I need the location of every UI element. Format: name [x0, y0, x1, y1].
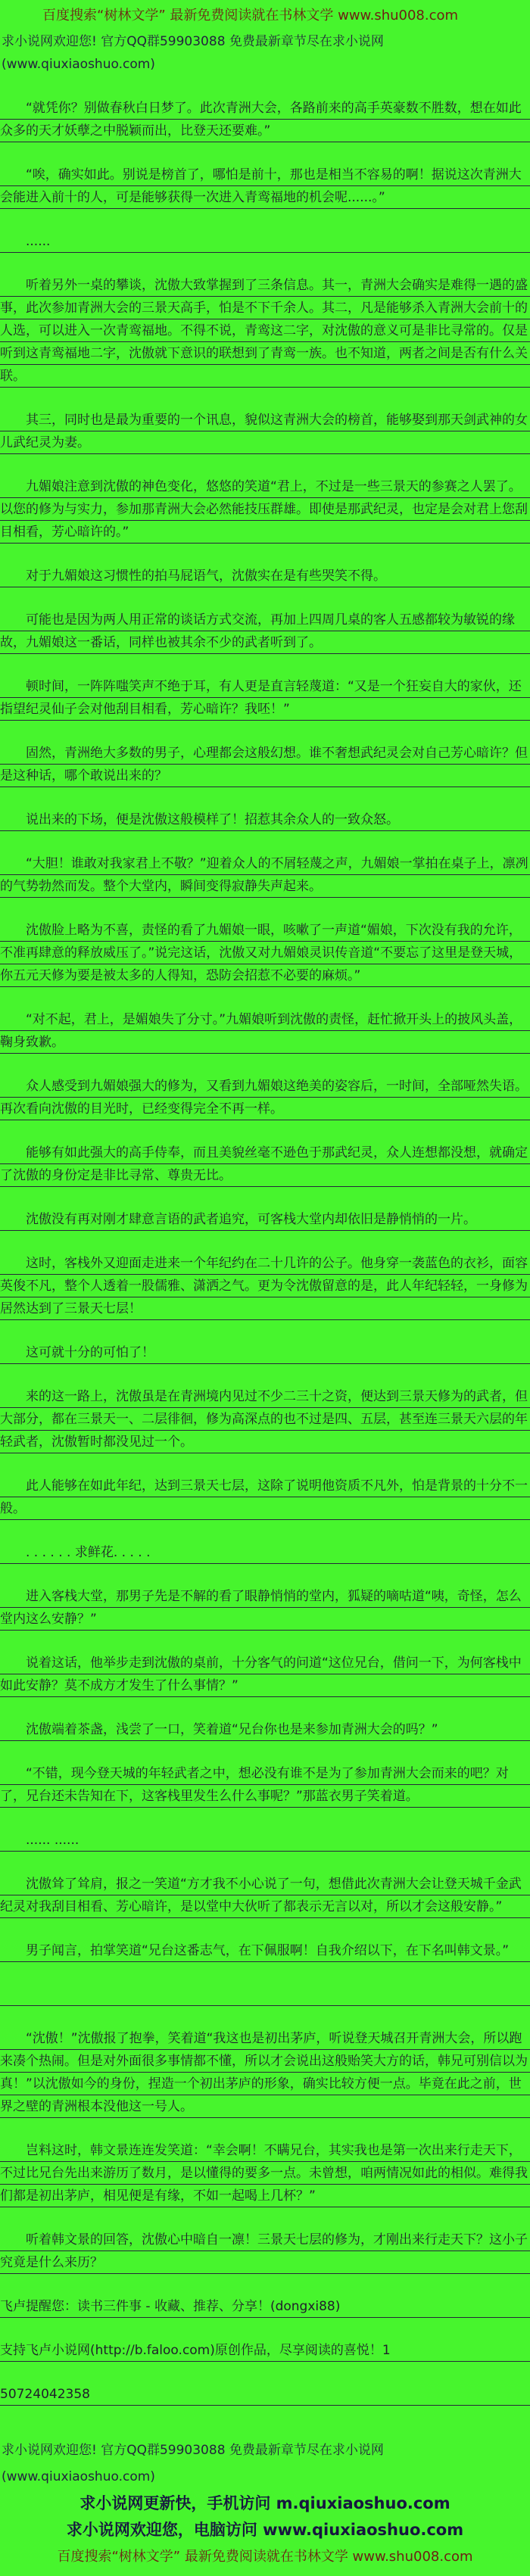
novel-paragraph: 沈傲脸上略为不喜，责怪的看了九媚娘一眼，咳嗽了一声道“媚娘，下次没有我的允许，不准再肆意的释放威压了。”说完这话，沈傲又对九媚娘灵识传音道“不要忘了这里是登天城，你五元天修为要是被太多的人得知，恐防会招惹不必要的麻烦。” — [0, 919, 530, 987]
novel-paragraph: 可能也是因为两人用正常的谈话方式交流，再加上四周几桌的客人五感都较为敏锐的缘故，九媚娘这一番话，同样也被其余不少的武者听到了。 — [0, 609, 530, 654]
novel-paragraph: 这可就十分的可怕了！ — [0, 1341, 530, 1364]
empty-ruled-line — [0, 1983, 530, 2006]
novel-paragraph: 岂料这时，韩文景连连发笑道：“幸会啊！不瞒兄台，其实我也是第一次出来行走天下，不过比兄台先出来游历了数月，是以懂得的要多一点。未曾想，咱两情况如此的相似。难得我们都是初出茅庐，相见便是有缘，不如一起喝上几杯？” — [0, 2139, 530, 2207]
faloo-reminder-line: 飞卢提醒您：读书三件事 - 收藏、推荐、分享！(dongxi88) — [0, 2295, 530, 2318]
novel-paragraph: 其三，同时也是最为重要的一个讯息，貌似这青洲大会的榜首，能够娶到那天剑武神的女儿武纪灵为妻。 — [0, 409, 530, 454]
novel-paragraph: “大胆！谁敢对我家君上不敬？”迎着众人的不屑轻蔑之声，九媚娘一掌拍在桌子上，凛冽的气势勃然而发。整个大堂内，瞬间变得寂静失声起来。 — [0, 852, 530, 898]
faloo-support-line: 支持飞卢小说网(http://b.faloo.com)原创作品，尽享阅读的喜悦！1 — [0, 2339, 530, 2362]
novel-paragraph: 能够有如此强大的高手侍奉，而且美貌丝毫不逊色于那武纪灵，众人连想都没想，就确定了沈傲的身份定是非比寻常、尊贵无比。 — [0, 1142, 530, 1187]
footer-shu008-line: 百度搜索“树林文学” 最新免费阅读就在书林文学 www.shu008.com — [57, 2549, 473, 2565]
novel-paragraph: 听着韩文景的回答，沈傲心中暗自一凛！三景天七层的修为，才刚出来行走天下？这小子究竟是什么来历？ — [0, 2229, 530, 2274]
faloo-id-line: 50724042358 — [0, 2383, 530, 2406]
novel-paragraph: “就凭你？别做春秋白日梦了。此次青洲大会，各路前来的高手英豪数不胜数，想在如此众多的天才妖孽之中脱颖而出，比登天还要难。” — [0, 97, 530, 142]
novel-paragraph: ...... — [0, 230, 530, 253]
novel-paragraph: “不错，现今登天城的年轻武者之中，想必没有谁不是为了参加青洲大会而来的吧？对了，兄台还未告知在下，这客栈里发生么什么事呢？”那蓝衣男子笑着道。 — [0, 1762, 530, 1808]
novel-paragraph: 说着这话，他举步走到沈傲的桌前，十分客气的问道“这位兄台，借问一下，为何客栈中如此安静？莫不成方才发生了什么事情？” — [0, 1652, 530, 1697]
novel-paragraph: 顿时间，一阵阵嗤笑声不绝于耳，有人更是直言轻蔑道：“又是一个狂妄自大的家伙，还指望纪灵仙子会对他刮目相看，芳心暗许？我呸！” — [0, 675, 530, 721]
novel-paragraph: 众人感受到九媚娘强大的修为，又看到九媚娘这绝美的姿容后，一时间，全部哑然失语。再次看向沈傲的目光时，已经变得完全不再一样。 — [0, 1075, 530, 1120]
header-promo-qiuxiaoshuo: 求小说网欢迎您! 官方QQ群59903088 免费最新章节尽在求小说网(www.qiuxiaoshuo.com) — [2, 34, 384, 72]
novel-paragraph: 此人能够在如此年纪，达到三景天七层，这除了说明他资质不凡外，怕是背景的十分不一般。 — [0, 1475, 530, 1520]
novel-paragraph: 九媚娘注意到沈傲的神色变化，悠悠的笑道“君上，不过是一些三景天的参赛之人罢了。以您的修为与实力，参加那青洲大会必然能技压群雄。即使是那武纪灵，也定是会对君上您刮目相看，芳心暗许的。” — [0, 475, 530, 544]
novel-paragraph: “沈傲！”沈傲报了抱拳，笑着道“我这也是初出茅庐，听说登天城召开青洲大会，所以跑来凑个热闹。但是对外面很多事情都不懂，所以才会说出这般贻笑大方的话，韩兄可别信以为真！”以沈傲如今的身份，捏造一个初出茅庐的形象，确实比较方便一点。毕竟在此之前，世界之壁的青洲根本没他这一号人。 — [0, 2027, 530, 2118]
novel-paragraph: 沈傲耸了耸肩，报之一笑道“方才我不小心说了一句，想借此次青洲大会让登天城千金武纪灵对我刮目相看、芳心暗许，是以堂中大伙听了都表示无言以对，所以才会这般安静。” — [0, 1873, 530, 1918]
novel-paragraph: 说出来的下场，便是沈傲这般模样了！招惹其余众人的一致众怒。 — [0, 808, 530, 831]
novel-paragraph: . . . . . . 求鲜花. . . . . — [0, 1541, 530, 1564]
novel-paragraph: 进入客栈大堂，那男子先是不解的看了眼静悄悄的堂内，狐疑的嘀咕道“咦，奇怪，怎么堂内这么安静？” — [0, 1585, 530, 1631]
novel-paragraph: 男子闻言，拍掌笑道“兄台这番志气，在下佩服啊！自我介绍以下，在下名叫韩文景。” — [0, 1939, 530, 1962]
header-promo-shu008: 百度搜索“树林文学” 最新免费阅读就在书林文学 www.shu008.com — [42, 8, 459, 23]
novel-paragraph: 沈傲端着茶盏，浅尝了一口，笑着道“兄台你也是来参加青洲大会的吗？” — [0, 1718, 530, 1741]
footer-pc-access-line: 求小说网欢迎您，电脑访问 www.qiuxiaoshuo.com — [66, 2521, 464, 2539]
novel-paragraph: “对不起，君上，是媚娘失了分寸。”九媚娘听到沈傲的责怪，赶忙掀开头上的披风头盖，鞠身致歉。 — [0, 1008, 530, 1054]
novel-paragraph: 来的这一路上，沈傲虽是在青洲境内见过不少二三十之资，便达到三景天修为的武者，但大部分，都在三景天一、二层徘徊，修为高深点的也不过是四、五层，甚至连三景天六层的年轻武者，沈傲暂时都没见过一个。 — [0, 1385, 530, 1453]
novel-paragraph: 固然，青洲绝大多数的男子，心理都会这般幻想。谁不奢想武纪灵会对自己芳心暗许？但是这种话，哪个敢说出来的？ — [0, 742, 530, 787]
novel-paragraph: “唉，确实如此。别说是榜首了，哪怕是前十，那也是相当不容易的啊！据说这次青洲大会能进入前十的人，可是能够获得一次进入青鸾福地的机会呢......。” — [0, 164, 530, 209]
footer-promo-block — [0, 2437, 530, 2576]
novel-content — [0, 97, 530, 2406]
footer-qiuxiaoshuo-line: 求小说网欢迎您! 官方QQ群59903088 免费最新章节尽在求小说网(www.qiuxiaoshuo.com) — [2, 2443, 384, 2484]
novel-paragraph: ...... ...... — [0, 1829, 530, 1852]
novel-paragraph: 沈傲没有再对刚才肆意言语的武者追究，可客栈大堂内却依旧是静悄悄的一片。 — [0, 1208, 530, 1231]
footer-mobile-access-line: 求小说网更新快，手机访问 m.qiuxiaoshuo.com — [80, 2494, 450, 2512]
novel-paragraph: 这时，客栈外又迎面走进来一个年纪约在二十几许的公子。他身穿一袭蓝色的衣衫，面容英俊不凡，整个人透着一股儒雅、潇洒之气。更为令沈傲留意的是，此人年纪轻轻，一身修为居然达到了三景天七层！ — [0, 1252, 530, 1320]
novel-paragraph: 听着另外一桌的攀谈，沈傲大致掌握到了三条信息。其一，青洲大会确实是难得一遇的盛事，此次参加青洲大会的三景天高手，怕是不下千余人。其二，凡是能够杀入青洲大会前十的人选，可以进入一次青鸾福地。不得不说，青鸾这二字，对沈傲的意义可是非比寻常的。仅是听到这青鸾福地二字，沈傲就下意识的联想到了青鸾一族。也不知道，两者之间是否有什么关联。 — [0, 274, 530, 388]
novel-paragraph: 对于九媚娘这习惯性的拍马屁语气，沈傲实在是有些哭笑不得。 — [0, 565, 530, 587]
